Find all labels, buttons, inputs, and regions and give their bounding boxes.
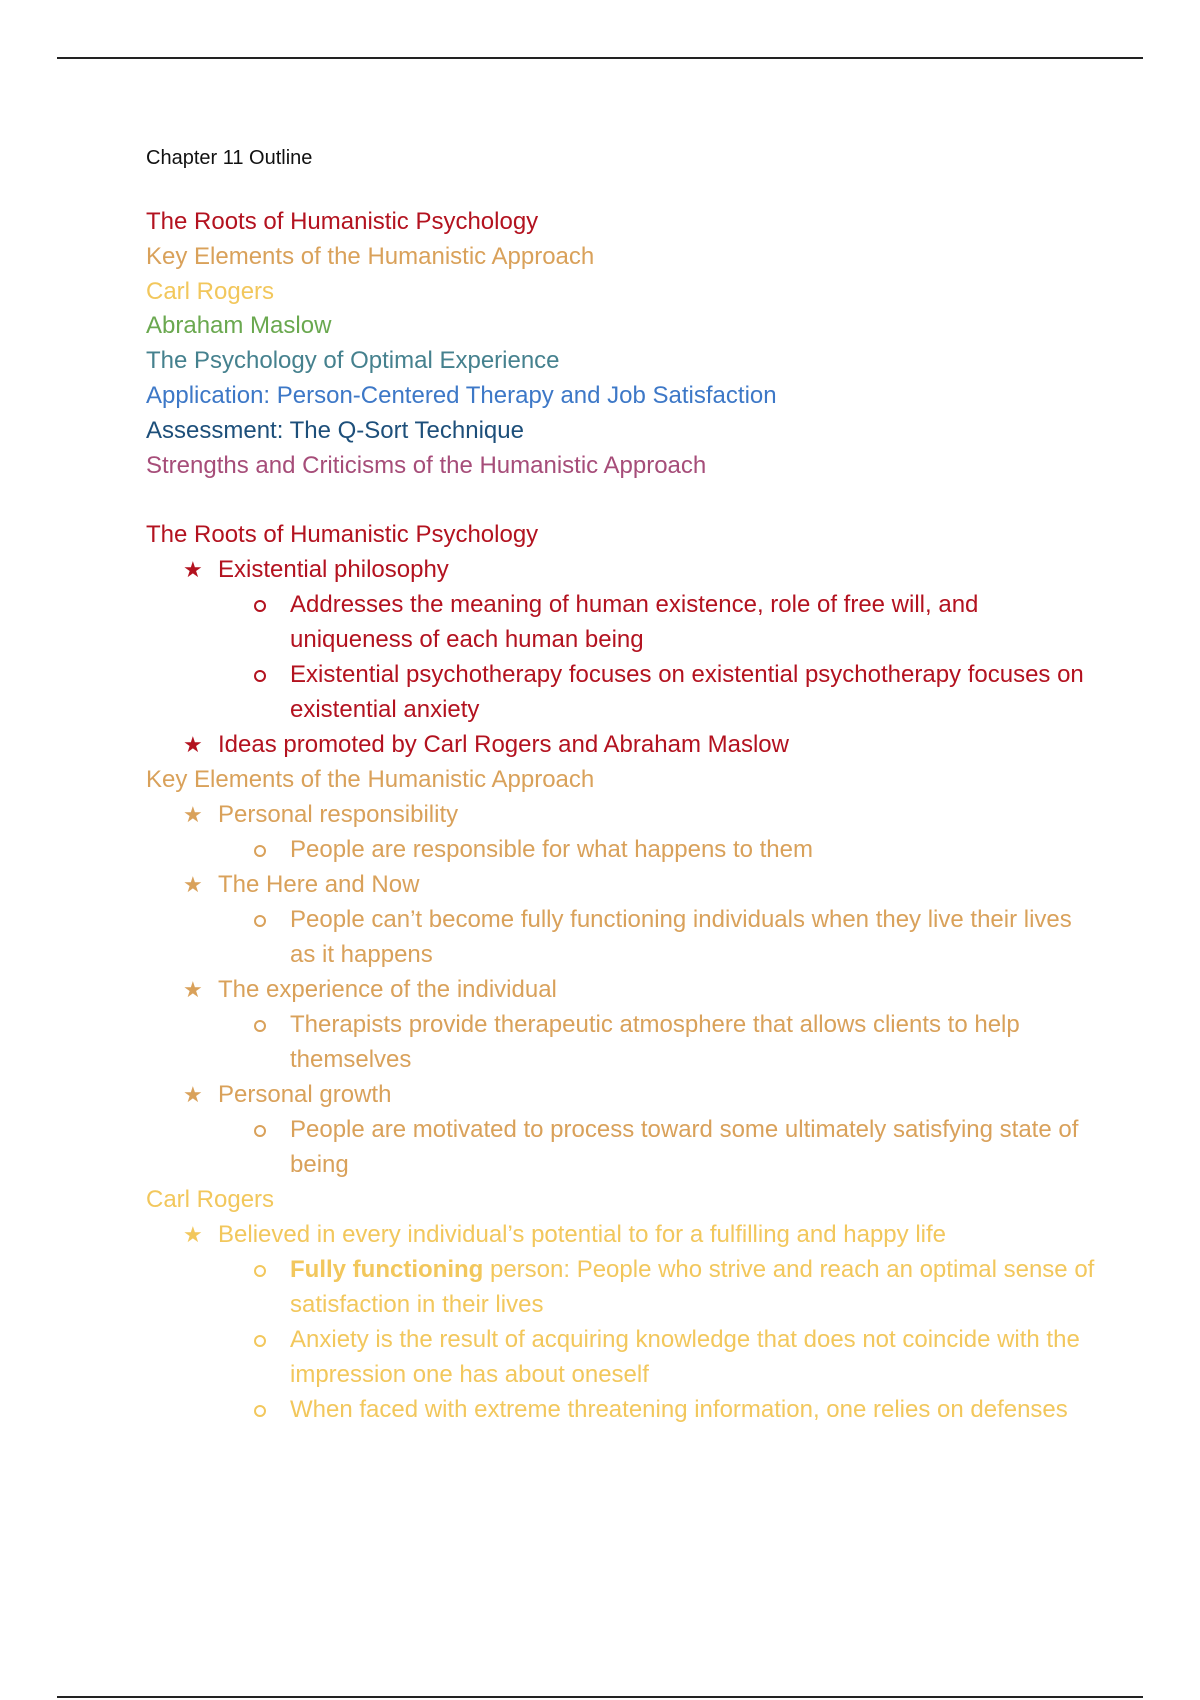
star-bullet-icon: ★ (183, 1222, 203, 1247)
circle-bullet-icon (254, 1405, 266, 1417)
star-bullet-icon: ★ (183, 732, 203, 757)
circle-bullet-icon (254, 1335, 266, 1347)
bullet-personal-growth (146, 1077, 1146, 1112)
bullet-text: Personal growth (218, 1081, 392, 1108)
subbullet-fully-functioning-individuals (146, 902, 1096, 972)
subbullet-motivated-to-process (146, 1112, 1096, 1182)
subbullet-text: People can’t become fully functioning individuals when they live their lives as it happens (290, 906, 1072, 968)
subbullet-text: People are motivated to process toward some ultimately satisfying state of being (290, 1116, 1079, 1178)
section-heading-roots: The Roots of Humanistic Psychology (146, 521, 539, 548)
star-bullet-icon: ★ (183, 872, 203, 897)
subbullet-existential-psychotherapy (146, 657, 1096, 727)
bullet-text: Existential philosophy (218, 556, 449, 583)
outline (146, 517, 1146, 1427)
table-of-contents (146, 205, 777, 483)
subbullet-text: person: People who strive and reach an optimal sense of satisfaction in their lives (290, 1256, 1095, 1318)
subbullet-text: When faced with extreme threatening information, one relies on defenses (290, 1396, 1068, 1423)
toc-item: Carl Rogers (146, 277, 275, 305)
star-bullet-icon: ★ (183, 977, 203, 1002)
star-bullet-icon: ★ (183, 802, 203, 827)
subbullet-text: People are responsible for what happens to them (290, 836, 813, 863)
section-heading-key-elements: Key Elements of the Humanistic Approach (146, 766, 595, 793)
bullet-text: The experience of the individual (218, 976, 557, 1003)
toc-item: Strengths and Criticisms of the Humanistic Approach (146, 451, 707, 479)
bullet-text: The Here and Now (218, 871, 420, 898)
term-fully-functioning: Fully functioning (290, 1256, 484, 1283)
circle-bullet-icon (254, 670, 266, 682)
bullet-ideas-rogers-maslow (146, 727, 1146, 762)
toc-item: Application: Person-Centered Therapy and Job Satisfaction (146, 381, 777, 409)
section-heading-carl-rogers: Carl Rogers (146, 1186, 275, 1213)
subbullet-text: Therapists provide therapeutic atmosphere that allows clients to help themselves (290, 1011, 1020, 1073)
subbullet-text: Anxiety is the result of acquiring knowledge that does not coincide with the impression one has about oneself (290, 1326, 1080, 1388)
bullet-existential-philosophy (146, 552, 1146, 587)
subbullet-text: Addresses the meaning of human existence, role of free will, and uniqueness of each human being (290, 591, 979, 653)
toc-item: The Roots of Humanistic Psychology (146, 208, 539, 235)
subbullet-meaning-of-existence (146, 587, 1096, 657)
bullet-text: Believed in every individual’s potential to for a fulfilling and happy life (218, 1221, 947, 1248)
toc-item: Key Elements of the Humanistic Approach (146, 242, 595, 270)
circle-bullet-icon (254, 600, 266, 612)
subbullet-fully-functioning-person (146, 1252, 1096, 1322)
toc-item: Abraham Maslow (146, 312, 332, 340)
circle-bullet-icon (254, 915, 266, 927)
circle-bullet-icon (254, 1020, 266, 1032)
bullet-text: Personal responsibility (218, 801, 459, 828)
bullet-here-and-now (146, 867, 1146, 902)
star-bullet-icon: ★ (183, 1082, 203, 1107)
star-bullet-icon: ★ (183, 557, 203, 582)
circle-bullet-icon (254, 1265, 266, 1277)
toc-item: Assessment: The Q-Sort Technique (146, 416, 524, 444)
toc-item: The Psychology of Optimal Experience (146, 347, 560, 375)
bullet-believed-in-potential (146, 1217, 1146, 1252)
bullet-experience-of-individual (146, 972, 1146, 1007)
circle-bullet-icon (254, 845, 266, 857)
subbullet-therapeutic-atmosphere (146, 1007, 1096, 1077)
header-rule (57, 57, 1143, 59)
subbullet-anxiety (146, 1322, 1096, 1392)
subbullet-defenses (146, 1392, 1096, 1427)
bullet-text: Ideas promoted by Carl Rogers and Abraham Maslow (218, 731, 789, 758)
circle-bullet-icon (254, 1125, 266, 1137)
footer-rule (57, 1696, 1143, 1698)
subbullet-responsible (146, 832, 1096, 867)
bullet-personal-responsibility (146, 797, 1146, 832)
subbullet-text: Existential psychotherapy focuses on existential psychotherapy focuses on existential anxiety (290, 661, 1084, 723)
chapter-title: Chapter 11 Outline (146, 147, 313, 169)
